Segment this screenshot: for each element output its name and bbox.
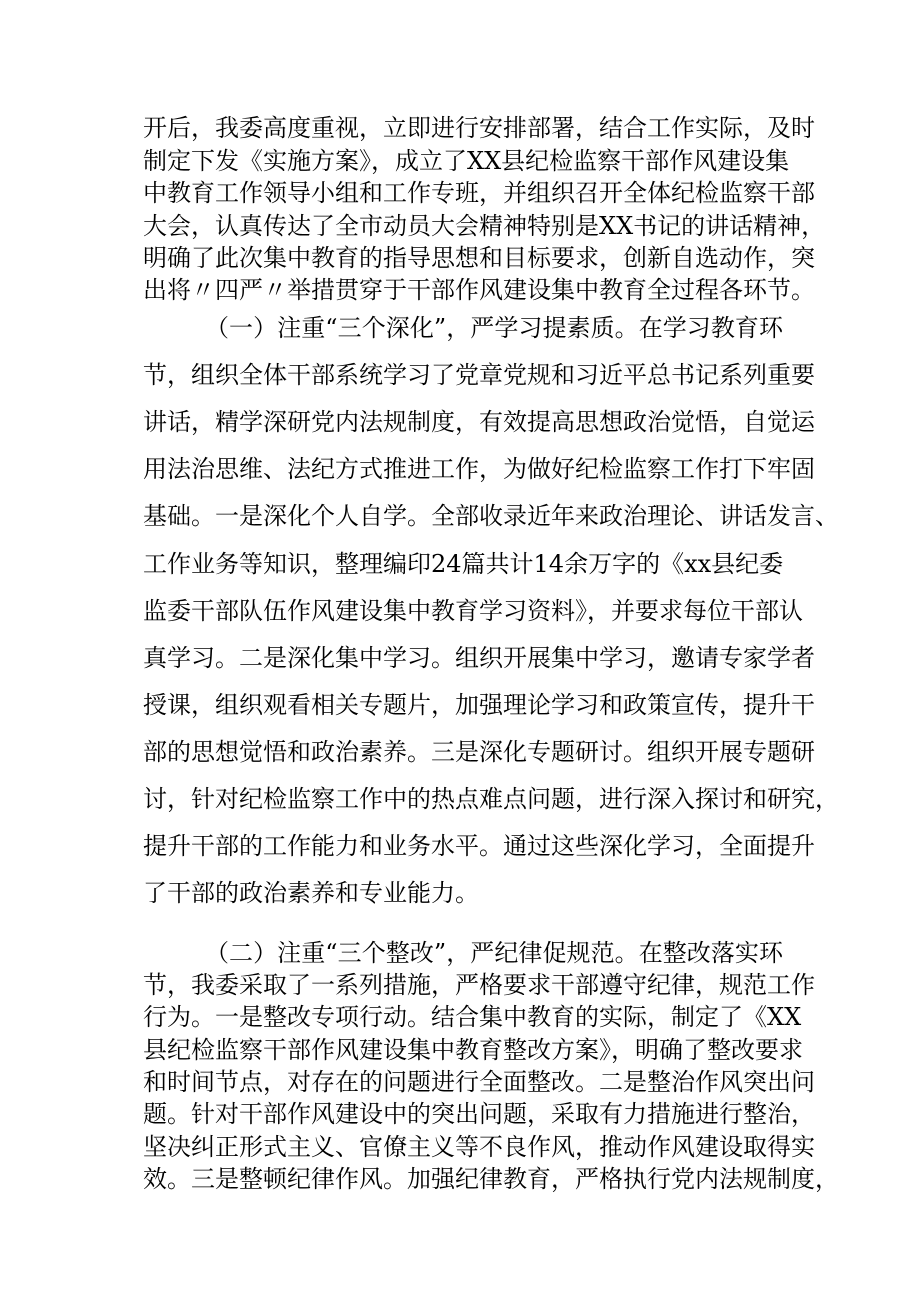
text-line: 节，组织全体干部系统学习了党章党规和习近平总书记系列重要 [143, 361, 815, 389]
text-line: 用法治思维、法纪方式推进工作，为做好纪检监察工作打下牢固 [143, 455, 815, 483]
text-line: 了干部的政治素养和专业能力。 [143, 879, 479, 907]
text-line: 出将〃四严〃举措贯穿于干部作风建设集中教育全过程各环节。 [143, 276, 815, 304]
text-line: 大会，认真传达了全市动员大会精神特别是XX书记的讲话精神， [143, 212, 826, 240]
text-line: 开后，我委高度重视，立即进行安排部署，结合工作实际，及时 [143, 114, 815, 142]
section-heading-line: （二）注重“三个整改”，严纪律促规范。在整改落实环 [205, 939, 783, 967]
text-line: 坚决纠正形式主义、官僚主义等不良作风，推动作风建设取得实 [143, 1133, 815, 1161]
text-line: 讲话，精学深研党内法规制度，有效提高思想政治觉悟，自觉运 [143, 408, 815, 436]
text-line: 效。三是整顿纪律作风。加强纪律教育，严格执行党内法规制度， [143, 1165, 839, 1193]
text-line: 节，我委采取了一系列措施，严格要求干部遵守纪律，规范工作 [143, 971, 815, 999]
text-line: 部的思想觉悟和政治素养。三是深化专题研讨。组织开展专题研 [143, 738, 815, 766]
text-line: 监委干部队伍作风建设集中教育学习资料》，并要求每位干部认 [143, 597, 803, 625]
section-heading-line: （一）注重“三个深化”，严学习提素质。在学习教育环 [205, 314, 783, 342]
text-line: 真学习。二是深化集中学习。组织开展集中学习，邀请专家学者 [143, 644, 815, 672]
text-line: 中教育工作领导小组和工作专班，并组织召开全体纪检监察干部 [143, 179, 815, 207]
text-line: 行为。一是整改专项行动。结合集中教育的实际，制定了《XX [143, 1003, 802, 1031]
text-line: 和时间节点，对存在的问题进行全面整改。二是整治作风突出问 [143, 1068, 815, 1096]
text-line: 授课，组织观看相关专题片，加强理论学习和政策宣传，提升干 [143, 691, 815, 719]
text-line: 明确了此次集中教育的指导思想和目标要求，创新自选动作，突 [143, 244, 815, 272]
text-line: 讨，针对纪检监察工作中的热点难点问题，进行深入探讨和研究， [143, 785, 839, 813]
text-line: 工作业务等知识，整理编印24篇共计14余万字的《xx县纪委 [143, 550, 784, 578]
text-line: 提升干部的工作能力和业务水平。通过这些深化学习，全面提升 [143, 832, 815, 860]
text-line: 题。针对干部作风建设中的突出问题，采取有力措施进行整治， [143, 1100, 815, 1128]
text-line: 县纪检监察干部作风建设集中教育整改方案》，明确了整改要求 [143, 1036, 803, 1064]
text-line: 制定下发《实施方案》，成立了XX县纪检监察干部作风建设集 [143, 147, 790, 175]
text-line: 基础。一是深化个人自学。全部收录近年来政治理论、讲话发言、 [143, 502, 839, 530]
